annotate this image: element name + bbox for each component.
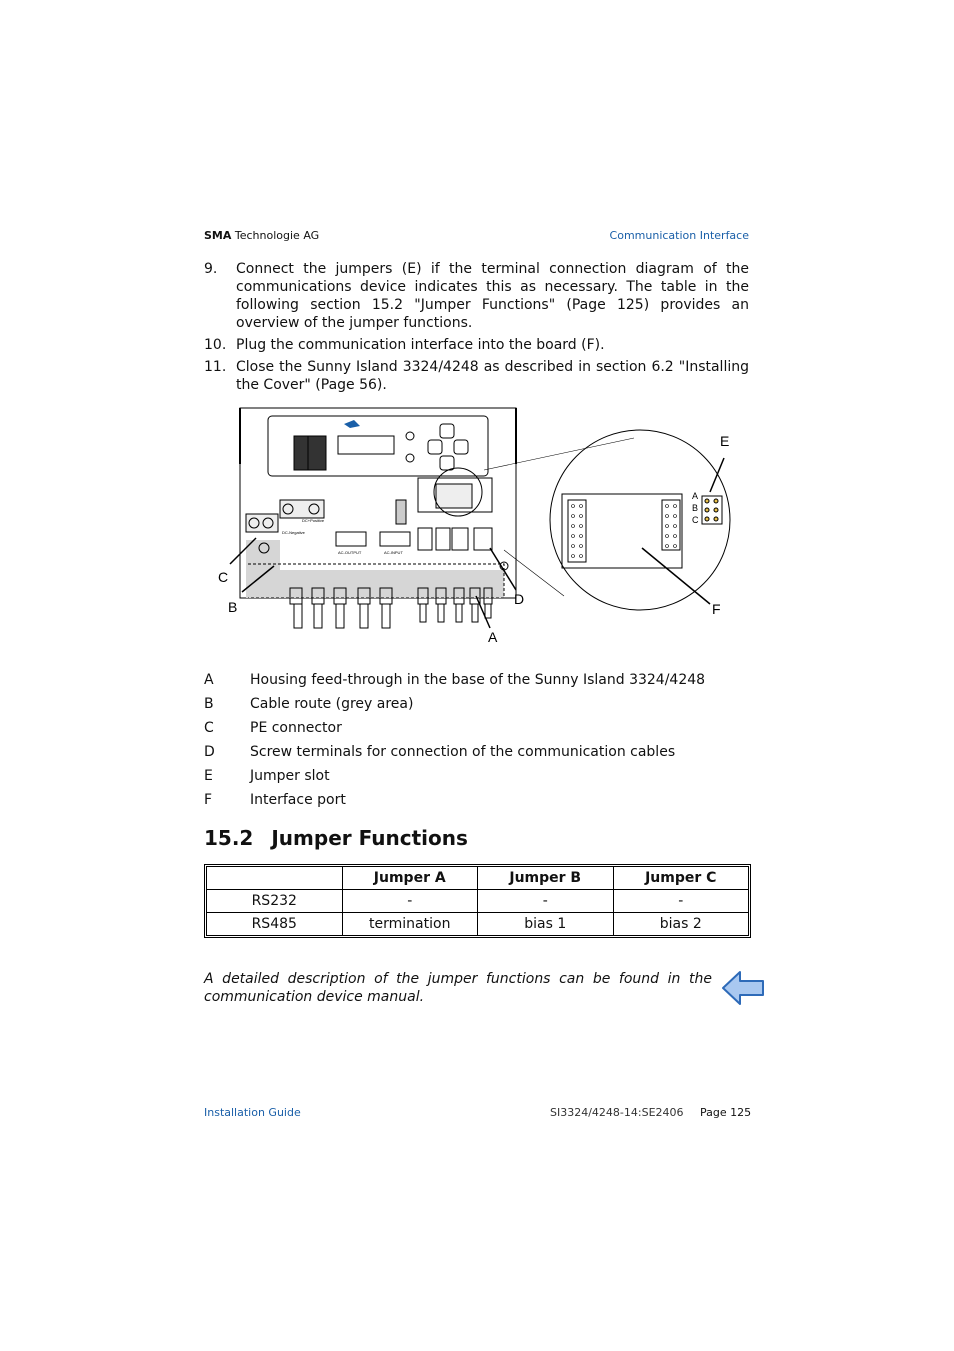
step-number: 11. (204, 359, 227, 375)
legend-key: E (204, 768, 213, 784)
table-header-cell: Jumper B (478, 867, 614, 890)
legend-key: C (204, 720, 214, 736)
legend-text: Jumper slot (250, 768, 330, 784)
ac-output-label: AC-OUTPUT (338, 550, 362, 555)
table-cell: RS485 (207, 913, 343, 936)
list-item (204, 740, 749, 764)
footer-page-number: Page 125 (700, 1106, 752, 1119)
step-number: 10. (204, 337, 227, 353)
footer-doc-id: SI3324/4248-14:SE2406 (550, 1106, 684, 1119)
legend-text: Screw terminals for connection of the communication cables (250, 744, 676, 760)
table-header-row (207, 867, 749, 890)
sma-logo-icon (344, 420, 360, 428)
section-heading (204, 826, 468, 850)
legend-text: Interface port (250, 792, 346, 808)
section-title: Jumper Functions (271, 826, 468, 850)
list-item (204, 764, 749, 788)
list-item (204, 358, 749, 394)
company-rest: Technologie AG (231, 229, 320, 242)
table-row (207, 913, 749, 936)
left-arrow-icon (720, 968, 766, 1008)
table-header-cell (207, 867, 343, 890)
jumper-label-a: A (692, 491, 699, 501)
legend-key: D (204, 744, 215, 760)
table-cell: - (613, 890, 749, 913)
jumper-label-b: B (692, 503, 699, 513)
list-item (204, 668, 749, 692)
legend-text: Housing feed-through in the base of the Sunny Island 3324/4248 (250, 672, 706, 688)
leader-e (710, 458, 724, 492)
figure-legend (204, 668, 749, 812)
step-number: 9. (204, 261, 218, 277)
company-bold: SMA (204, 229, 232, 242)
list-item (204, 336, 749, 354)
detail-magnifier (550, 430, 730, 610)
jumper-table (204, 864, 751, 938)
step-list (204, 260, 749, 398)
legend-text: Cable route (grey area) (250, 696, 414, 712)
cable-route-area (246, 540, 504, 598)
table-cell: bias 2 (613, 913, 749, 936)
display-window (338, 436, 394, 454)
dc-negative-label: DC-Negative (282, 530, 305, 535)
list-item (204, 788, 749, 812)
table-cell: - (342, 890, 478, 913)
table-cell: RS232 (207, 890, 343, 913)
step-text: Plug the communication interface into the board (F). (236, 337, 605, 353)
table-cell: - (478, 890, 614, 913)
legend-key: B (204, 696, 214, 712)
step-text: Close the Sunny Island 3324/4248 as described in section 6.2 "Installing the Cover" (Page 56). (236, 359, 749, 393)
note-text: A detailed description of the jumper functions can be found in the communication device manual. (204, 971, 712, 1005)
footer-guide: Installation Guide (204, 1106, 301, 1119)
callout-e: E (720, 433, 730, 449)
legend-key: F (204, 792, 213, 808)
ac-input-label: AC-INPUT (384, 550, 403, 555)
callout-d: D (514, 591, 525, 607)
list-item (204, 716, 749, 740)
list-item (204, 692, 749, 716)
legend-text: PE connector (250, 720, 342, 736)
step-text: Connect the jumpers (E) if the terminal connection diagram of the communications device indicates this as necessary. The table in the following section 15.2 "Jumper Functions" (Page 125) provides an overview of the jumper functions. (236, 261, 749, 331)
list-item (204, 260, 749, 332)
table-cell: termination (342, 913, 478, 936)
leader-f (642, 548, 710, 604)
table-header-cell: Jumper C (613, 867, 749, 890)
jumper-label-c: C (692, 515, 699, 525)
callout-c: C (218, 569, 229, 585)
callout-f: F (712, 601, 721, 617)
legend-key: A (204, 672, 214, 688)
dc-positive-label: DC+Positive (302, 518, 325, 523)
table-cell: bias 1 (478, 913, 614, 936)
header-company (204, 229, 319, 242)
header-chapter: Communication Interface (609, 229, 749, 242)
callout-b: B (228, 599, 238, 615)
table-row (207, 890, 749, 913)
table-header-cell: Jumper A (342, 867, 478, 890)
callout-a: A (488, 629, 498, 645)
connection-diagram (204, 400, 754, 652)
section-number: 15.2 (204, 826, 254, 850)
